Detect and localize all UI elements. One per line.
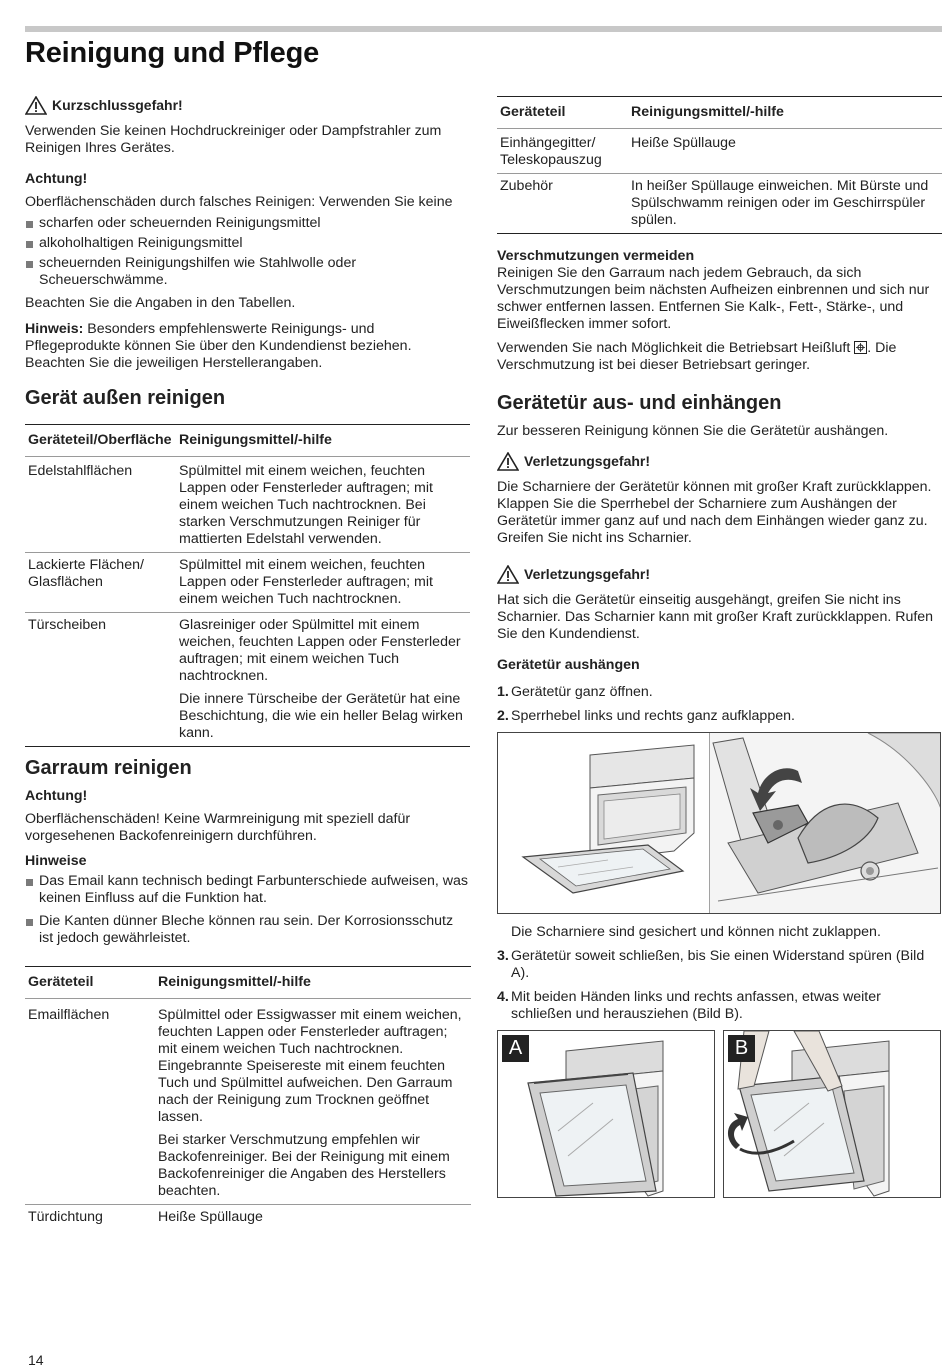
caution-intro: Oberflächenschäden durch falsches Reinigen: Verwenden Sie keine bbox=[25, 194, 453, 210]
table-cell: In heißer Spüllauge einweichen. Mit Bürste und Spülschwamm reinigen oder im Geschirrspüler spülen. bbox=[628, 174, 942, 234]
cell-text: Glasreiniger oder Spülmittel mit einem weichen, feuchten Lappen oder Fensterleder auftragen; mit einem weichen Tuch nachtrocknen. bbox=[179, 617, 461, 684]
step-text: Sperrhebel links und rechts ganz aufklappen. bbox=[511, 708, 795, 724]
table-cell: Edelstahlflächen bbox=[25, 457, 176, 553]
hinge-illustration bbox=[497, 732, 941, 914]
page-number: 14 bbox=[28, 1352, 44, 1368]
table-cell: Zubehör bbox=[497, 174, 628, 234]
warning-title: Verletzungsgefahr! bbox=[524, 453, 651, 469]
step-text: Gerätetür ganz öffnen. bbox=[511, 684, 653, 700]
warning-text: Hat sich die Gerätetür einseitig ausgehängt, greifen Sie nicht ins Scharnier. Das Scharnier kann mit großer Kraft zurückklappen. Rufen Sie den Kundendienst. bbox=[497, 592, 934, 642]
top-rule bbox=[25, 26, 942, 32]
step-text: Mit beiden Händen links und rechts anfassen, etwas weiter schließen und herausziehen (Bild B). bbox=[511, 989, 881, 1022]
hinge-note: Die Scharniere sind gesichert und können nicht zuklappen. bbox=[511, 924, 881, 940]
unhook-steps bbox=[497, 684, 942, 725]
table-header: Geräteteil/Oberfläche bbox=[25, 425, 176, 457]
list-item: scharfen oder scheuernden Reinigungsmittel bbox=[25, 215, 470, 232]
table-header: Geräteteil bbox=[497, 97, 628, 129]
figure-b-drawing bbox=[724, 1031, 941, 1198]
figure-row bbox=[497, 1030, 942, 1200]
figure-a bbox=[497, 1030, 715, 1198]
table-cell bbox=[176, 553, 470, 613]
page-title: Reinigung und Pflege bbox=[25, 37, 320, 69]
cell-text: Bei starker Verschmutzung empfehlen wir Backofenreiniger. Bei der Reinigung mit einem Backofenreiniger die Angaben des Herstellers beachten. bbox=[158, 1132, 450, 1199]
warning-text: Verwenden Sie keinen Hochdruckreiniger oder Dampfstrahler zum Reinigen Ihres Gerätes. bbox=[25, 123, 442, 156]
table-row bbox=[497, 174, 942, 234]
left-column bbox=[25, 96, 470, 1230]
avoid-text-part: Verwenden Sie nach Möglichkeit die Betriebsart Heißluft bbox=[497, 340, 855, 356]
avoid-title: Verschmutzungen vermeiden bbox=[497, 248, 695, 264]
step-number: 3. bbox=[497, 948, 509, 964]
oven-hints-title: Hinweise bbox=[25, 853, 87, 869]
list-item bbox=[497, 708, 942, 725]
figure-a-label: A bbox=[502, 1035, 529, 1062]
unhook-steps-2 bbox=[497, 948, 942, 1023]
step-text: Gerätetür soweit schließen, bis Sie einen Widerstand spüren (Bild A). bbox=[511, 948, 925, 981]
hint-text: Besonders empfehlenswerte Reinigungs- und Pflegeprodukte können Sie über den Kundendienst beziehen. Beachten Sie die jeweiligen Herstellerangaben. bbox=[25, 321, 412, 371]
cell-text: Spülmittel oder Essigwasser mit einem weichen, feuchten Lappen oder Fensterleder auftragen; mit einem weichen Tuch nachtrocknen. Eingebrannte Speisereste mit einem feuchten Tuch und Spülmittel aufweichen. Den Garraum nach der Reinigung zum Trocknen geöffnet lassen. bbox=[158, 1007, 462, 1125]
step-number: 4. bbox=[497, 989, 509, 1005]
table-header: Reinigungsmittel/-hilfe bbox=[176, 425, 470, 457]
warning-text: Die Scharniere der Gerätetür können mit großer Kraft zurückklappen. Klappen Sie die Sperrhebel der Scharniere zum Aushängen der Gerätetür immer ganz auf und nach dem Einhängen wieder ganz zu. Greifen Sie nicht ins Scharnier. bbox=[497, 479, 932, 546]
table-row bbox=[25, 613, 470, 747]
table-cell: Einhängegitter/ Teleskopauszug bbox=[497, 129, 628, 174]
warning-triangle-icon bbox=[25, 96, 47, 115]
cell-text: Die innere Türscheibe der Gerätetür hat eine Beschichtung, die wie ein heller Belag wirken kann. bbox=[179, 691, 463, 741]
warning-triangle-icon bbox=[497, 452, 519, 471]
caution-title: Achtung! bbox=[25, 171, 88, 187]
figure-b bbox=[723, 1030, 941, 1198]
injury-warning-1 bbox=[497, 452, 942, 471]
oven-caution-text: Oberflächenschäden! Keine Warmreinigung mit speziell dafür vorgesehenen Backofenreinigern durchführen. bbox=[25, 811, 411, 844]
figure-b-label: B bbox=[728, 1035, 755, 1062]
oven-cleaning-table bbox=[25, 966, 471, 1230]
list-item: scheuernden Reinigungshilfen wie Stahlwolle oder Scheuerschwämme. bbox=[25, 255, 470, 289]
table-cell bbox=[176, 613, 470, 747]
unhook-heading: Gerätetür aushängen bbox=[497, 657, 640, 673]
caution-list bbox=[25, 215, 470, 289]
section-heading-door: Gerätetür aus- und einhängen bbox=[497, 392, 782, 414]
door-intro: Zur besseren Reinigung können Sie die Gerätetür aushängen. bbox=[497, 423, 889, 439]
table-cell bbox=[176, 457, 470, 553]
outside-cleaning-table bbox=[25, 424, 470, 747]
accessory-cleaning-table bbox=[497, 96, 942, 234]
short-circuit-warning bbox=[25, 96, 470, 115]
list-item: Die Kanten dünner Bleche können rau sein. Der Korrosionsschutz ist jedoch gewährleistet. bbox=[25, 913, 470, 947]
warning-title: Kurzschlussgefahr! bbox=[52, 97, 183, 113]
section-heading-outside: Gerät außen reinigen bbox=[25, 387, 226, 409]
table-cell bbox=[155, 999, 471, 1205]
list-item bbox=[497, 989, 942, 1023]
hinge-drawing bbox=[498, 733, 941, 914]
hint-paragraph bbox=[25, 321, 470, 372]
caution-outro: Beachten Sie die Angaben in den Tabellen. bbox=[25, 295, 296, 311]
convection-fan-icon bbox=[854, 341, 867, 354]
table-header: Geräteteil bbox=[25, 967, 155, 999]
table-cell: Lackierte Flächen/ Glasflächen bbox=[25, 553, 176, 613]
list-item: alkoholhaltigen Reinigungsmittel bbox=[25, 235, 470, 252]
table-cell: Türdichtung bbox=[28, 1209, 103, 1225]
hint-label: Hinweis: bbox=[25, 321, 84, 337]
warning-triangle-icon bbox=[497, 565, 519, 584]
table-header: Reinigungsmittel/-hilfe bbox=[628, 97, 942, 129]
cell-text: Spülmittel mit einem weichen, feuchten Lappen oder Fensterleder auftragen; mit einem weichen Tuch nachtrocknen. bbox=[179, 557, 433, 607]
list-item: Das Email kann technisch bedingt Farbunterschiede aufweisen, was keinen Einfluss auf die Funktion hat. bbox=[25, 873, 470, 907]
step-number: 1. bbox=[497, 684, 509, 700]
right-column bbox=[497, 96, 942, 1200]
table-row bbox=[25, 999, 471, 1205]
list-item bbox=[497, 684, 942, 701]
avoid-text: Reinigen Sie den Garraum nach jedem Gebrauch, da sich Verschmutzungen beim nächsten Aufheizen einbrennen und sich nur schwer entfernen lassen. Entfernen Sie Kalk-, Fett-, Stärke-, und Eiweißflecken immer sofort. bbox=[497, 265, 930, 332]
table-cell: Türscheiben bbox=[25, 613, 176, 747]
table-header: Reinigungsmittel/-hilfe bbox=[155, 967, 471, 999]
step-number: 2. bbox=[497, 708, 509, 724]
section-heading-oven: Garraum reinigen bbox=[25, 757, 192, 779]
warning-title: Verletzungsgefahr! bbox=[524, 566, 651, 582]
cell-text: Spülmittel mit einem weichen, feuchten Lappen oder Fensterleder auftragen; mit einem weichen Tuch nachtrocknen. Bei starken Verschmutzungen Reiniger für mattierten Edelstahl verwenden. bbox=[179, 463, 433, 547]
injury-warning-2 bbox=[497, 565, 942, 584]
oven-caution-title: Achtung! bbox=[25, 788, 88, 804]
figure-a-drawing bbox=[498, 1031, 715, 1198]
table-cell: Emailflächen bbox=[25, 999, 155, 1205]
table-cell: Heiße Spüllauge bbox=[158, 1209, 263, 1225]
oven-hints-list bbox=[25, 873, 470, 947]
avoid-text-2 bbox=[497, 340, 942, 374]
table-row bbox=[25, 1205, 471, 1231]
table-row bbox=[25, 553, 470, 613]
avoid-text-part: . Die Verschmutzung ist bei dieser Betriebsart geringer. bbox=[497, 340, 897, 373]
table-row bbox=[497, 129, 942, 174]
table-row bbox=[25, 457, 470, 553]
list-item bbox=[497, 948, 942, 982]
table-cell: Heiße Spüllauge bbox=[628, 129, 942, 174]
